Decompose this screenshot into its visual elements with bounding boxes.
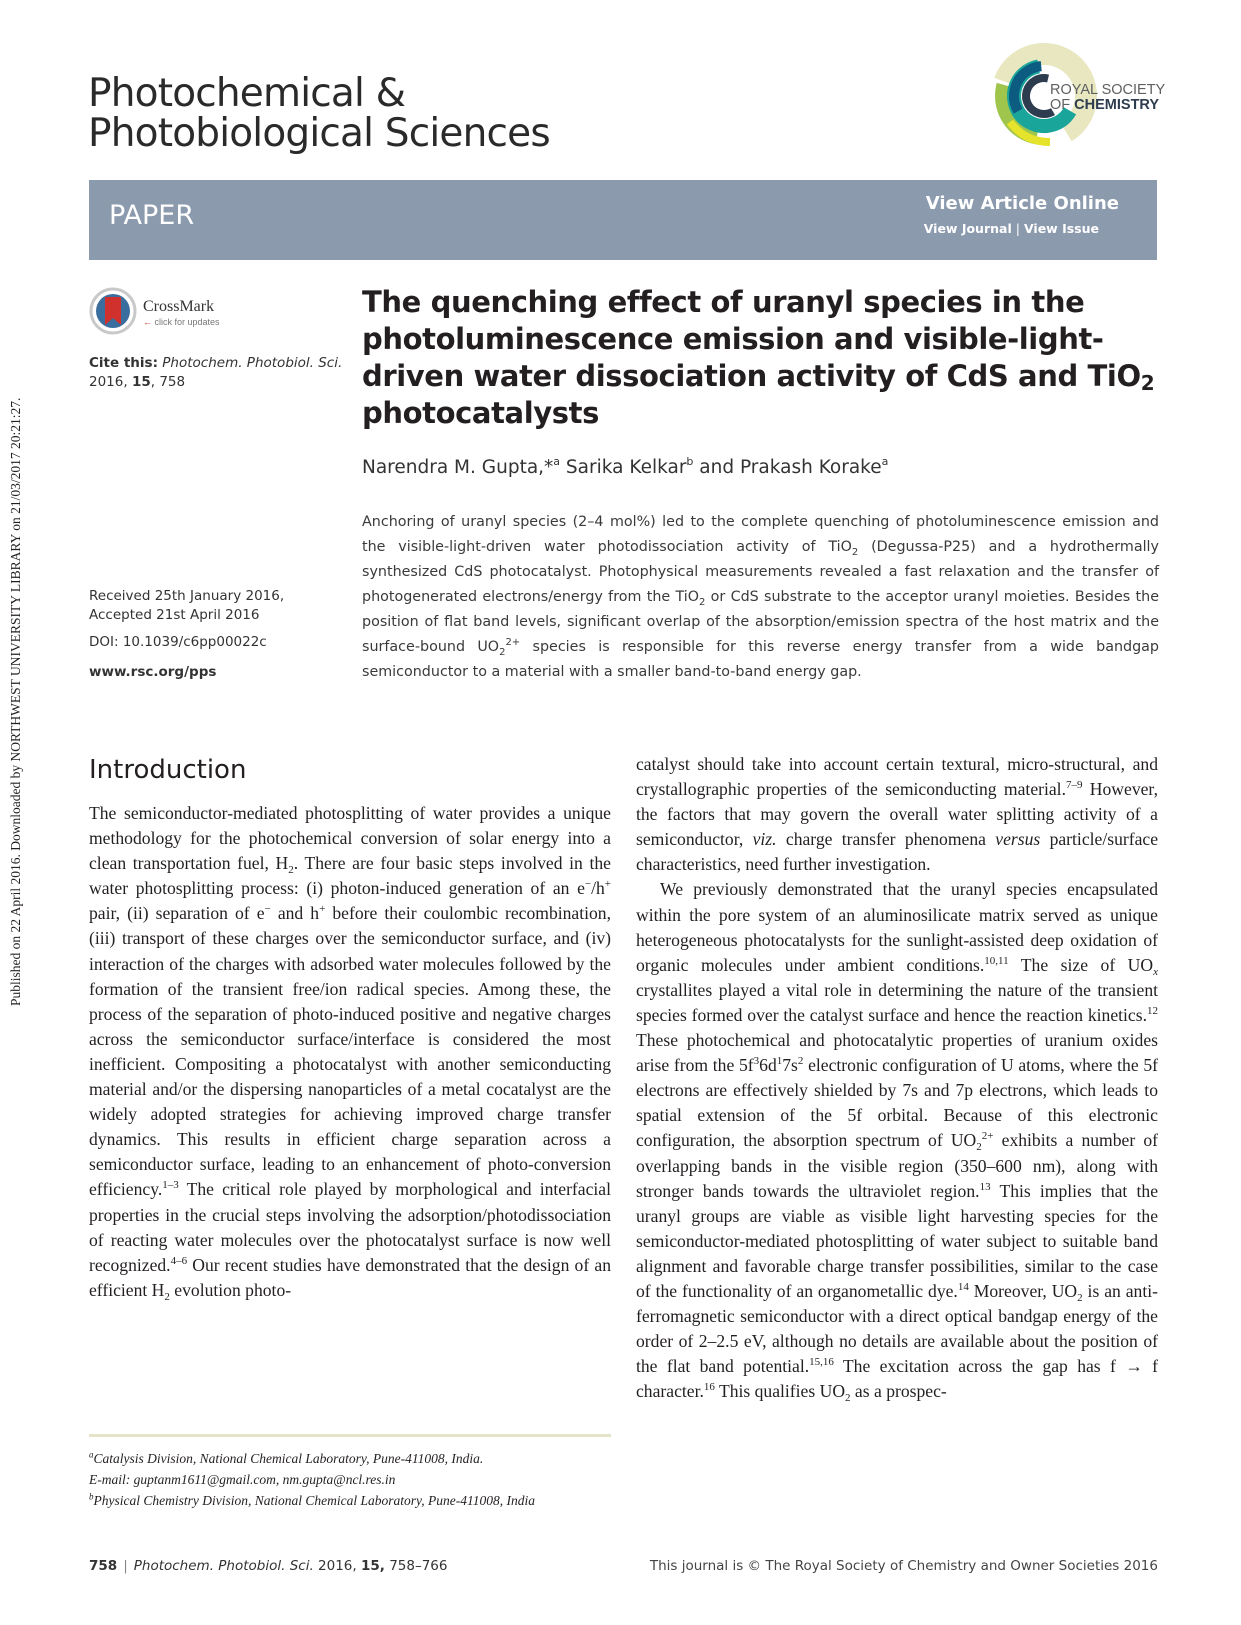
doi[interactable]: DOI: 10.1039/c6pp00022c bbox=[89, 634, 267, 650]
page-footer-citation: 758 | Photochem. Photobiol. Sci. 2016, 15, 758–766 bbox=[89, 1558, 448, 1574]
rsc-logo-line2: OF CHEMISTRY bbox=[1050, 97, 1160, 113]
footnote-divider bbox=[89, 1434, 611, 1437]
paragraph: The semiconductor-mediated photosplitting of water provides a unique methodology for the photochemical conversion of solar energy into a clean transportation fuel, $H_2$. There are four basic steps involved in the water photosplitting process: (i) photon-induced generation of an e−/h+ pair, (ii) separation of e− and h+ before their coulombic recombination, (iii) transport of these charges over the semiconductor surface, and (iv) interaction of the charges with adsorbed water molecules followed by the formation of the transient free/ion radical species. Among these, the process of the separation of photo-induced positive and negative charges across the semiconductor surface/interface is considered the most inefficient. Compositing a photocatalyst with another semiconducting material and/or the dispersing nanoparticles of a metal cocatalyst are the widely adopted strategies for achieving improved charge transfer dynamics. This results in efficient charge separation across a semiconductor surface, leading to an enhancement of photo-conversion efficiency.$^{1-3}$ The critical role played by morphological and interfacial properties in the crucial steps involving the adsorption/photodissociation of reacting water molecules over the photocatalyst surface is now well recognized.$^{4-6}$ Our recent studies have demonstrated that the design of an efficient $H_2$ evolution photo- bbox=[89, 803, 611, 1303]
article-type-banner bbox=[89, 180, 1157, 260]
article-dates: Received 25th January 2016, Accepted 21st April 2016 bbox=[89, 588, 285, 623]
crossmark-icon bbox=[89, 287, 137, 335]
footnote-b: $^b$Physical Chemistry Division, National Chemical Laboratory, Pune-411008, India bbox=[89, 1491, 535, 1508]
paragraph: catalyst should take into account certain textural, micro-structural, and crystallographic properties of the semiconducting material.$^{7-9}$ However, the factors that may govern the overall water splitting activity of a semiconductor, viz. charge transfer phenomena versus particle/surface characteristics, need further investigation. bbox=[636, 754, 1159, 875]
crossmark-sub: ← click for updates bbox=[143, 317, 220, 327]
paragraph: We previously demonstrated that the uranyl species encapsulated within the pore system of an aluminosilicate matrix served as unique heterogeneous photocatalysts for the sunlight-assisted deep oxidation of organic molecules under ambient conditions.$^{10,11}$ The size of $UO_x$ crystallites played a vital role in determining the nature of the transient species formed over the catalyst surface and hence the reaction kinetics.$^{12}$ These photochemical and photocatalytic properties of uranium oxides arise from the $5f^36d^17s^2$ electronic configuration of U atoms, where the 5f electrons are effectively shielded by 7s and 7p electrons, which leads to spatial extension of the 5f orbital. Because of this electronic configuration, the absorption spectrum of $UO_2^{2+}$ exhibits a number of overlapping bands in the visible region (350–600 nm), along with stronger bands towards the ultraviolet region.$^{13}$ This implies that the uranyl groups are viable as visible light harvesting species for the semiconductor-mediated photosplitting of water subject to suitable band alignment and favorable charge transfer possibilities, similar to the case of the functionality of an organometallic dye.$^{14}$ Moreover, $UO_2$ is an anti-ferromagnetic semiconductor with a direct optical bandgap energy of the order of 2–2.5 eV, although no details are available about the position of the flat band potential.$^{15,16}$ The excitation across the gap has f → f character.$^{16}$ This qualifies $UO_2$ as a prospec- bbox=[636, 879, 1159, 1405]
rsc-logo-line1: ROYAL SOCIETY bbox=[1050, 82, 1166, 98]
view-article-online-link[interactable]: View Article Online bbox=[925, 193, 1119, 214]
section-heading-introduction: Introduction bbox=[89, 755, 247, 785]
rsc-logo[interactable] bbox=[990, 42, 1166, 150]
view-issue-link[interactable]: View Issue bbox=[1023, 221, 1099, 236]
body-column-left bbox=[89, 801, 611, 1303]
article-type-label: PAPER bbox=[109, 200, 195, 231]
author-list: Narendra M. Gupta,*$^a$ Sarika Kelkar$^b$ and Prakash Korake$^a$ bbox=[362, 455, 889, 478]
affiliation-footnotes bbox=[89, 1448, 629, 1511]
abstract: Anchoring of uranyl species (2–4 mol%) led to the complete quenching of photoluminescence emission and the visible-light-driven water photodissociation activity of TiO$_2$ (Degussa-P25) and a hydrothermally synthesized CdS photocatalyst. Photophysical measurements revealed a fast relaxation and the transfer of photogenerated electrons/energy from the TiO$_2$ or CdS substrate to the acceptor uranyl moieties. Besides the position of flat band levels, significant overlap of the absorption/emission spectra of the host matrix and the surface-bound $UO_2^{2+}$ species is responsible for this reverse energy transfer from a wide bandgap semiconductor to a material with a smaller band-to-band energy gap. bbox=[362, 514, 1160, 680]
view-links bbox=[924, 221, 1099, 236]
page-footer-copyright: This journal is © The Royal Society of Chemistry and Owner Societies 2016 bbox=[649, 1558, 1158, 1574]
journal-title: Photochemical & Photobiological Sciences bbox=[88, 71, 550, 156]
journal-website-link[interactable]: www.rsc.org/pps bbox=[89, 664, 217, 680]
article-title: The quenching effect of uranyl species in the photoluminescence emission and visible-light-driven water dissociation activity of CdS and TiO$_2$ photocatalysts bbox=[362, 285, 1155, 430]
footnote-email[interactable]: E-mail: guptanm1611@gmail.com, nm.gupta@ncl.res.in bbox=[89, 1472, 396, 1487]
download-stamp: Published on 22 April 2016. Downloaded by NORTHWEST UNIVERSITY LIBRARY on 21/03/2017 20:21:27. bbox=[8, 397, 23, 1006]
view-journal-link[interactable]: View Journal bbox=[923, 221, 1012, 236]
view-links-separator: | bbox=[1015, 221, 1020, 236]
cite-this: Cite this: Photochem. Photobiol. Sci. 2016, 15, 758 bbox=[89, 355, 343, 390]
arrow-left-icon: ← bbox=[143, 317, 152, 327]
footnote-a: $^a$Catalysis Division, National Chemical Laboratory, Pune-411008, India. bbox=[89, 1449, 484, 1466]
crossmark-badge[interactable] bbox=[89, 287, 289, 339]
crossmark-label: CrossMark bbox=[143, 298, 215, 315]
body-column-right bbox=[636, 752, 1158, 1404]
